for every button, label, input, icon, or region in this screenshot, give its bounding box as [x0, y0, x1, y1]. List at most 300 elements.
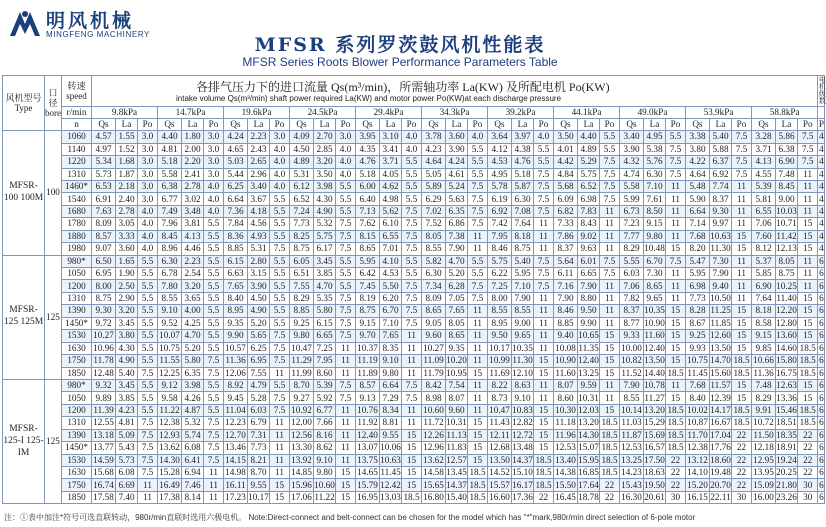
value-cell: 10.60 — [314, 479, 335, 490]
value-cell: 14.85 — [291, 467, 312, 478]
value-cell: 11.39 — [93, 404, 114, 415]
value-cell: 6.69 — [116, 479, 138, 491]
value-cell: 3.78 — [422, 131, 446, 143]
value-cell: 2.85 — [314, 143, 336, 155]
value-cell: 11 — [468, 243, 488, 255]
value-cell: 7.5 — [402, 218, 422, 230]
value-cell: 11 — [402, 330, 422, 342]
value-cell: 8.46 — [554, 305, 578, 317]
value-cell: 6.00 — [356, 180, 380, 192]
value-cell: 4.70 — [182, 330, 204, 342]
value-cell: 5.5 — [138, 342, 158, 354]
value-cell: 3.20 — [314, 156, 336, 168]
value-cell: 15 — [600, 342, 620, 354]
value-cell: 12.95 — [753, 454, 774, 465]
value-cell: 7.40 — [116, 491, 138, 503]
value-cell: 3.90 — [446, 143, 468, 155]
table-row — [3, 243, 825, 255]
value-cell: 4.90 — [116, 355, 138, 367]
value-cell: 11.52 — [621, 367, 642, 378]
value-cell: 15.80 — [776, 355, 797, 366]
value-cell: 6.55 — [752, 205, 776, 217]
value-cell: 18.5 — [667, 417, 684, 428]
pressure-header: 19.6kPa — [224, 107, 290, 119]
value-cell: 2.70 — [314, 131, 336, 143]
value-cell: 6.86 — [446, 218, 468, 230]
value-cell: 9.10 — [512, 392, 534, 404]
table-row — [3, 367, 825, 379]
value-cell: 10.00 — [621, 342, 642, 353]
value-cell: 9.00 — [776, 193, 798, 205]
value-cell: 15 — [732, 243, 752, 255]
sub-col-header: Qs — [620, 119, 644, 131]
value-cell: 11 — [600, 392, 620, 404]
value-cell: 9.15 — [356, 317, 380, 329]
value-cell: 14.23 — [621, 467, 642, 478]
value-cell: 18.5 — [469, 492, 486, 502]
sub-col-header: Po — [798, 119, 818, 131]
value-cell: 15 — [666, 392, 686, 404]
motor-poles-header — [818, 76, 825, 107]
value-cell: 11 — [336, 442, 356, 454]
value-cell: 10.47 — [291, 342, 312, 353]
value-cell: 4.57 — [92, 131, 116, 143]
value-cell: 6.38 — [776, 143, 798, 155]
value-cell: 5.65 — [248, 330, 270, 342]
sub-col-header: Qs — [488, 119, 512, 131]
value-cell: 9.90 — [578, 317, 600, 329]
value-cell: 6.29 — [422, 193, 446, 205]
table-row — [3, 317, 825, 329]
value-cell: 12.68 — [489, 442, 510, 453]
value-cell: 7.08 — [512, 205, 534, 217]
value-cell: 7.5 — [534, 193, 554, 205]
value-cell: 5.95 — [686, 268, 710, 280]
value-cell: 10.72 — [753, 417, 774, 428]
value-cell: 11.42 — [776, 230, 797, 241]
value-cell: 15 — [732, 230, 752, 242]
value-cell: 7.60 — [752, 230, 776, 242]
value-cell: 7.90 — [446, 243, 468, 255]
speed-cell: 1630 — [62, 342, 92, 354]
value-cell: 3.95 — [356, 131, 380, 143]
value-cell: 5.62 — [380, 205, 402, 217]
value-cell: 10.76 — [357, 404, 378, 415]
value-cell: 7.90 — [710, 268, 732, 280]
value-cell: 1.68 — [116, 156, 138, 168]
value-cell: 5.5 — [138, 255, 158, 267]
sub-col-header: La — [446, 119, 468, 131]
bore-cell: 125 — [45, 255, 62, 379]
value-cell: 11 — [666, 379, 686, 391]
value-cell: 15 — [732, 317, 752, 329]
value-cell: 5.73 — [116, 454, 138, 466]
value-cell: 15 — [534, 442, 554, 454]
value-cell: 7.65 — [380, 330, 402, 342]
value-cell: 5.75 — [488, 255, 512, 267]
value-cell: 15 — [798, 392, 818, 404]
value-cell: 8.75 — [92, 292, 116, 304]
value-cell: 5.74 — [182, 429, 204, 441]
value-cell: 11 — [600, 230, 620, 242]
value-cell: 4.40 — [578, 131, 600, 143]
value-cell: 3.97 — [512, 131, 534, 143]
value-cell: 11 — [732, 255, 752, 267]
value-cell: 8.95 — [488, 317, 512, 329]
value-cell: 8.95 — [224, 305, 248, 317]
value-cell: 7.55 — [290, 280, 314, 292]
value-cell: 12.72 — [512, 429, 533, 440]
value-cell: 5.03 — [224, 156, 248, 168]
value-cell: 7.5 — [270, 342, 290, 354]
value-cell: 15.65 — [423, 479, 444, 490]
speed-cell: 1850 — [62, 491, 92, 503]
value-cell: 8.15 — [356, 230, 380, 242]
value-cell: 5.5 — [402, 168, 422, 180]
value-cell: 6.53 — [92, 180, 116, 192]
value-cell: 11 — [336, 355, 356, 367]
value-cell: 9.45 — [224, 392, 248, 404]
value-cell: 11.29 — [291, 355, 312, 366]
value-cell: 5.5 — [204, 292, 224, 304]
value-cell: 5.5 — [468, 168, 488, 180]
value-cell: 10.14 — [621, 404, 642, 415]
sub-col-header: La — [578, 119, 600, 131]
value-cell: 5.89 — [422, 180, 446, 192]
value-cell: 19.24 — [776, 454, 797, 465]
value-cell: 6.51 — [290, 268, 314, 280]
value-cell: 3.60 — [446, 131, 468, 143]
value-cell: 8.25 — [290, 230, 314, 242]
value-cell: 7.5 — [138, 367, 158, 379]
value-cell: 4.50 — [248, 292, 270, 304]
pressure-header: 29.4kPa — [356, 107, 422, 119]
value-cell: 22 — [732, 454, 752, 466]
value-cell: 17.76 — [710, 442, 731, 453]
pressure-header: 24.5kPa — [290, 107, 356, 119]
value-cell: 5.5 — [468, 255, 488, 267]
value-cell: 3.90 — [248, 280, 270, 292]
value-cell: 6.79 — [248, 417, 270, 429]
value-cell: 11.50 — [753, 429, 774, 440]
value-cell: 13.45 — [446, 467, 467, 478]
value-cell: 4.32 — [620, 156, 644, 168]
value-cell: 7.5 — [732, 168, 752, 180]
value-cell: 15 — [402, 479, 422, 491]
sub-col-header: Qs — [752, 119, 776, 131]
value-cell: 15.79 — [357, 479, 378, 490]
value-cell: 5.5 — [270, 379, 290, 391]
value-cell: 11 — [732, 193, 752, 205]
value-cell: 4.0 — [468, 131, 488, 143]
value-cell: 9.40 — [554, 330, 578, 342]
sub-col-header: La — [512, 119, 534, 131]
value-cell: 3.98 — [314, 180, 336, 192]
value-cell: 5.5 — [204, 379, 224, 391]
value-cell: 6.01 — [578, 255, 600, 267]
value-cell: 18.91 — [776, 442, 797, 453]
speed-cell: 1310 — [62, 417, 92, 429]
value-cell: 12.03 — [578, 404, 599, 415]
value-cell: 13.20 — [578, 417, 599, 428]
value-cell: 5.5 — [402, 156, 422, 168]
value-cell: 6 — [819, 429, 824, 440]
value-cell: 5.95 — [356, 255, 380, 267]
value-cell: 8.18 — [512, 230, 534, 242]
flow-description-cn: 各排气压力下的进口流量 Qs(m³/min)，所需轴功率 La(KW) 及所配电机 Po(KW) — [196, 80, 610, 95]
value-cell: 6 — [819, 268, 824, 279]
value-cell: 4 — [819, 243, 824, 254]
value-cell: 7.5 — [270, 355, 290, 367]
value-cell: 3.50 — [314, 168, 336, 180]
value-cell: 7.5 — [666, 156, 686, 168]
value-cell: 7.06 — [620, 280, 644, 292]
value-cell: 16.11 — [225, 479, 246, 490]
value-cell: 11.36 — [753, 367, 774, 378]
table-row — [3, 342, 825, 354]
value-cell: 5.40 — [512, 255, 534, 267]
value-cell: 6 — [819, 317, 824, 328]
value-cell: 7.5 — [402, 392, 422, 404]
value-cell: 6.65 — [314, 330, 336, 342]
value-cell: 8.35 — [380, 342, 402, 354]
value-cell: 4.0 — [336, 143, 356, 155]
value-cell: 8.05 — [422, 230, 446, 242]
value-cell: 8.00 — [488, 292, 512, 304]
value-cell: 6.41 — [182, 454, 204, 466]
value-cell: 22 — [798, 429, 818, 441]
table-row — [3, 467, 825, 479]
value-cell: 11 — [798, 268, 818, 280]
value-cell: 4.61 — [446, 168, 468, 180]
value-cell: 9.60 — [422, 330, 446, 342]
value-cell: 1.55 — [116, 131, 138, 143]
value-cell: 7.86 — [554, 230, 578, 242]
value-cell: 15 — [666, 355, 686, 367]
value-cell: 6.95 — [92, 268, 116, 280]
value-cell: 9.05 — [422, 317, 446, 329]
sub-col-header: Po — [204, 119, 224, 131]
value-cell: 7.33 — [554, 218, 578, 230]
value-cell: 8.09 — [92, 218, 116, 230]
value-cell: 9.40 — [710, 280, 732, 292]
value-cell: 4.76 — [512, 156, 534, 168]
value-cell: 11 — [534, 218, 554, 230]
value-cell: 12.96 — [423, 442, 444, 453]
value-cell: 4.0 — [270, 143, 290, 155]
sub-col-header: Qs — [686, 119, 710, 131]
value-cell: 2.50 — [116, 280, 138, 292]
speed-cell: 1780 — [62, 218, 92, 230]
value-cell: 2.41 — [182, 168, 204, 180]
value-cell: 10.25 — [776, 280, 797, 291]
value-cell: 7.5 — [270, 330, 290, 342]
table-row — [3, 454, 825, 466]
value-cell: 8.43 — [578, 218, 600, 230]
value-cell: 18.5 — [798, 367, 818, 379]
value-cell: 6.65 — [578, 268, 600, 280]
value-cell: 6 — [819, 280, 824, 291]
table-row — [3, 255, 825, 267]
value-cell: 5.28 — [248, 392, 270, 404]
value-cell: 9.02 — [578, 230, 600, 242]
value-cell: 9.25 — [290, 317, 314, 329]
value-cell: 6 — [819, 342, 824, 353]
value-cell: 12.53 — [621, 442, 642, 453]
value-cell: 4.97 — [92, 143, 116, 155]
value-cell: 4.12 — [488, 143, 512, 155]
value-cell: 7.31 — [248, 429, 270, 441]
table-row — [3, 180, 825, 192]
value-cell: 12.53 — [555, 442, 576, 453]
value-cell: 7.25 — [488, 280, 512, 292]
value-cell: 12.25 — [159, 367, 180, 378]
value-cell: 12.93 — [159, 429, 180, 440]
pressure-header: 9.8kPa — [92, 107, 158, 119]
value-cell: 6.38 — [158, 180, 182, 192]
value-cell: 3.20 — [182, 280, 204, 292]
value-cell: 11.78 — [93, 355, 114, 366]
value-cell: 6 — [819, 392, 824, 403]
value-cell: 4.23 — [116, 404, 138, 416]
value-cell: 7.5 — [666, 143, 686, 155]
value-cell: 5.39 — [314, 379, 336, 391]
value-cell: 15 — [732, 305, 752, 317]
value-cell: 10.99 — [489, 355, 510, 366]
value-cell: 11 — [600, 305, 620, 317]
value-cell: 7.5 — [798, 156, 818, 168]
value-cell: 5.5 — [336, 205, 356, 217]
value-cell: 4.26 — [182, 392, 204, 404]
value-cell: 6.08 — [116, 467, 138, 479]
value-cell: 11 — [402, 355, 422, 367]
value-cell: 8.45 — [776, 180, 798, 192]
value-cell: 18.5 — [601, 417, 618, 428]
value-cell: 3.0 — [204, 143, 224, 155]
value-cell: 18.5 — [798, 404, 818, 416]
value-cell: 4.56 — [248, 218, 270, 230]
value-cell: 18.5 — [733, 355, 750, 366]
value-cell: 3.45 — [314, 255, 336, 267]
value-cell: 13.48 — [512, 442, 533, 453]
value-cell: 9.52 — [158, 317, 182, 329]
value-cell: 10.31 — [446, 417, 467, 428]
value-cell: 3.33 — [116, 230, 138, 242]
value-cell: 7.68 — [686, 379, 710, 391]
value-cell: 10.83 — [512, 404, 533, 415]
value-cell: 2.23 — [248, 131, 270, 143]
value-cell: 4.95 — [644, 131, 666, 143]
value-cell: 8.81 — [380, 417, 402, 429]
value-cell: 7.5 — [468, 218, 488, 230]
value-cell: 6.90 — [776, 156, 798, 168]
value-cell: 3.40 — [620, 131, 644, 143]
value-cell: 15 — [336, 479, 356, 491]
value-cell: 6.55 — [380, 230, 402, 242]
value-cell: 6.95 — [248, 355, 270, 367]
value-cell: 10.66 — [753, 355, 774, 366]
value-cell: 12.57 — [446, 454, 467, 465]
value-cell: 10.95 — [446, 367, 467, 378]
value-cell: 4.10 — [380, 255, 402, 267]
value-cell: 12.11 — [489, 429, 510, 440]
value-cell: 12.42 — [380, 479, 401, 490]
value-cell: 5.50 — [380, 280, 402, 292]
sub-col-header: Po — [666, 119, 686, 131]
value-cell: 14.37 — [512, 454, 533, 465]
value-cell: 6.42 — [356, 268, 380, 280]
value-cell: 6.09 — [554, 193, 578, 205]
value-cell: 4.42 — [554, 156, 578, 168]
value-cell: 8.67 — [686, 317, 710, 329]
sub-col-header: Po — [336, 119, 356, 131]
value-cell: 2.80 — [248, 255, 270, 267]
value-cell: 18.5 — [798, 355, 818, 367]
value-cell: 4.74 — [620, 168, 644, 180]
speed-cell: 980* — [62, 379, 92, 391]
value-cell: 11 — [666, 268, 686, 280]
flow-description-en: intake volume Qs(m³/min) shaft power required La(KW) and motor power Po(KW)at each discharge pressure — [176, 94, 562, 104]
value-cell: 12.23 — [225, 417, 246, 428]
value-cell: 8.65 — [644, 280, 666, 292]
value-cell: 6.28 — [446, 280, 468, 292]
value-cell: 7.5 — [468, 280, 488, 292]
value-cell: 16.57 — [644, 442, 665, 453]
value-cell: 6.37 — [710, 156, 732, 168]
value-cell: 7.54 — [446, 379, 468, 391]
value-cell: 4.0 — [204, 205, 224, 217]
value-cell: 1.52 — [116, 143, 138, 155]
value-cell: 5.44 — [224, 168, 248, 180]
value-cell: 15.09 — [753, 479, 774, 490]
value-cell: 11 — [468, 379, 488, 391]
value-cell: 22 — [798, 467, 818, 479]
value-cell: 12.13 — [776, 243, 797, 254]
value-cell: 4.98 — [380, 193, 402, 205]
value-cell: 6.98 — [686, 280, 710, 292]
value-cell: 9.15 — [644, 218, 666, 230]
value-cell: 22 — [732, 467, 752, 479]
value-cell: 5.5 — [402, 180, 422, 192]
value-cell: 15 — [270, 491, 290, 503]
value-cell: 10.92 — [291, 404, 312, 415]
value-cell: 3.85 — [116, 392, 138, 404]
value-cell: 12.63 — [776, 380, 797, 391]
value-cell: 13.75 — [357, 454, 378, 465]
value-cell: 3.28 — [752, 131, 776, 143]
value-cell: 15 — [666, 330, 686, 342]
value-cell: 7.80 — [158, 280, 182, 292]
table-row — [3, 392, 825, 404]
value-cell: 9.90 — [224, 330, 248, 342]
value-cell: 8.22 — [488, 379, 512, 391]
value-cell: 15 — [798, 305, 818, 317]
value-cell: 7.5 — [402, 305, 422, 317]
value-cell: 5.32 — [314, 218, 336, 230]
value-cell: 4.90 — [248, 305, 270, 317]
value-cell: 5.20 — [182, 342, 204, 354]
value-cell: 6 — [819, 293, 824, 303]
value-cell: 5.58 — [620, 180, 644, 192]
value-cell: 5.82 — [422, 255, 446, 267]
value-cell: 15 — [732, 330, 752, 342]
value-cell: 4.01 — [554, 143, 578, 155]
value-cell: 4 — [819, 181, 824, 192]
value-cell: 5.5 — [138, 379, 158, 391]
value-cell: 7.5 — [402, 280, 422, 292]
value-cell: 5.40 — [710, 131, 732, 143]
speed-cell: 980* — [62, 255, 92, 267]
